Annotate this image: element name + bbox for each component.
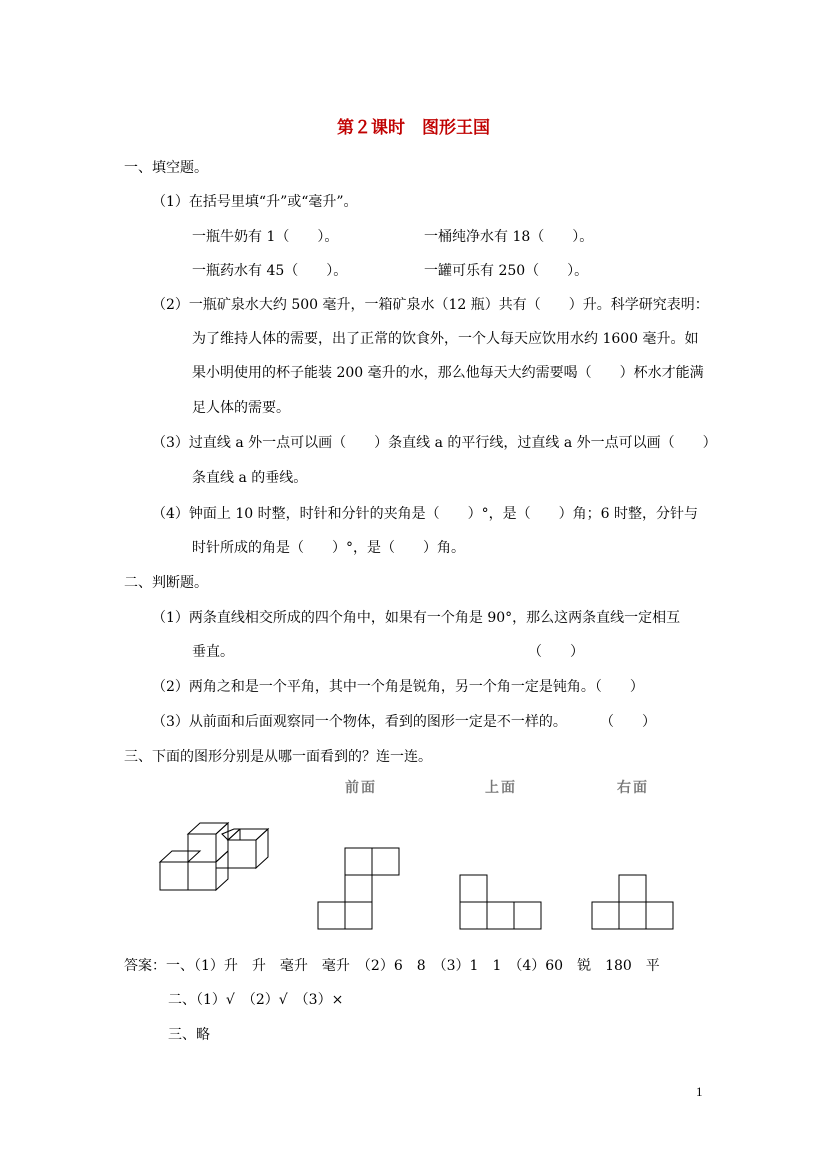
section-3-heading: 三、下面的图形分别是从哪一面看到的？连一连。 <box>124 749 432 765</box>
q1-1-prompt: （1）在括号里填“升”或“毫升”。 <box>152 194 358 210</box>
view-shape-b <box>460 875 541 929</box>
q1-3-line: （3）过直线 a 外一点可以画（ ）条直线 a 的平行线，过直线 a 外一点可以画（ ） <box>152 435 717 451</box>
answers-line-2: 二、（1）√ （2）√ （3）× <box>168 992 344 1008</box>
answers-line-1: 答案：一、（1）升 升 毫升 毫升 （2）6 8 （3）1 1 （4）60 锐 180 平 <box>124 958 660 974</box>
q1-1-item: 一罐可乐有 250（ ）。 <box>424 263 589 279</box>
cube-solid-figure <box>160 823 268 890</box>
q1-1-item: 一瓶牛奶有 1（ ）。 <box>192 229 339 245</box>
answer-blank: （ ） <box>528 644 584 660</box>
section-2-heading: 二、判断题。 <box>124 575 208 591</box>
q1-2-line: 足人体的需要。 <box>192 400 290 416</box>
q1-1-item: 一桶纯净水有 18（ ）。 <box>424 229 594 245</box>
q1-2-line: （2）一瓶矿泉水大约 500 毫升，一箱矿泉水（12 瓶）共有（ ）升。科学研究表明： <box>152 297 709 313</box>
q1-2-line: 果小明使用的杯子能装 200 毫升的水，那么他每天大约需要喝（ ）杯水才能满 <box>192 365 704 381</box>
q2-1-line: 垂直。 <box>192 644 234 660</box>
q1-4-line: 时针所成的角是（ ）°，是（ ）角。 <box>192 540 465 556</box>
q1-4-line: （4）钟面上 10 时整，时针和分针的夹角是（ ）°，是（ ）角；6 时整，分针与 <box>152 506 698 522</box>
q2-1-line: （1）两条直线相交所成的四个角中，如果有一个角是 90°，那么这两条直线一定相互 <box>152 610 681 626</box>
q1-1-item: 一瓶药水有 45（ ）。 <box>192 263 348 279</box>
view-label-right: 右面 <box>617 780 649 796</box>
q2-3-line: （3）从前面和后面观察同一个物体，看到的图形一定是不一样的。 <box>152 714 567 730</box>
q1-3-line: 条直线 a 的垂线。 <box>192 470 308 486</box>
answer-blank: （ ） <box>600 714 656 730</box>
section-1-heading: 一、填空题。 <box>124 160 208 176</box>
page-title: 第２课时 图形王国 <box>337 118 490 138</box>
q1-2-line: 为了维持人体的需要，出了正常的饮食外，一个人每天应饮用水约 1600 毫升。如 <box>192 331 699 347</box>
view-shape-c <box>592 875 673 929</box>
page-number: 1 <box>696 1084 703 1099</box>
view-label-front: 前面 <box>345 780 377 796</box>
q2-2-line: （2）两角之和是一个平角，其中一个角是锐角，另一个角一定是钝角。（ ） <box>152 679 644 695</box>
answers-line-3: 三、略 <box>168 1027 210 1043</box>
view-shape-a <box>318 848 399 929</box>
view-label-top: 上面 <box>485 780 517 796</box>
